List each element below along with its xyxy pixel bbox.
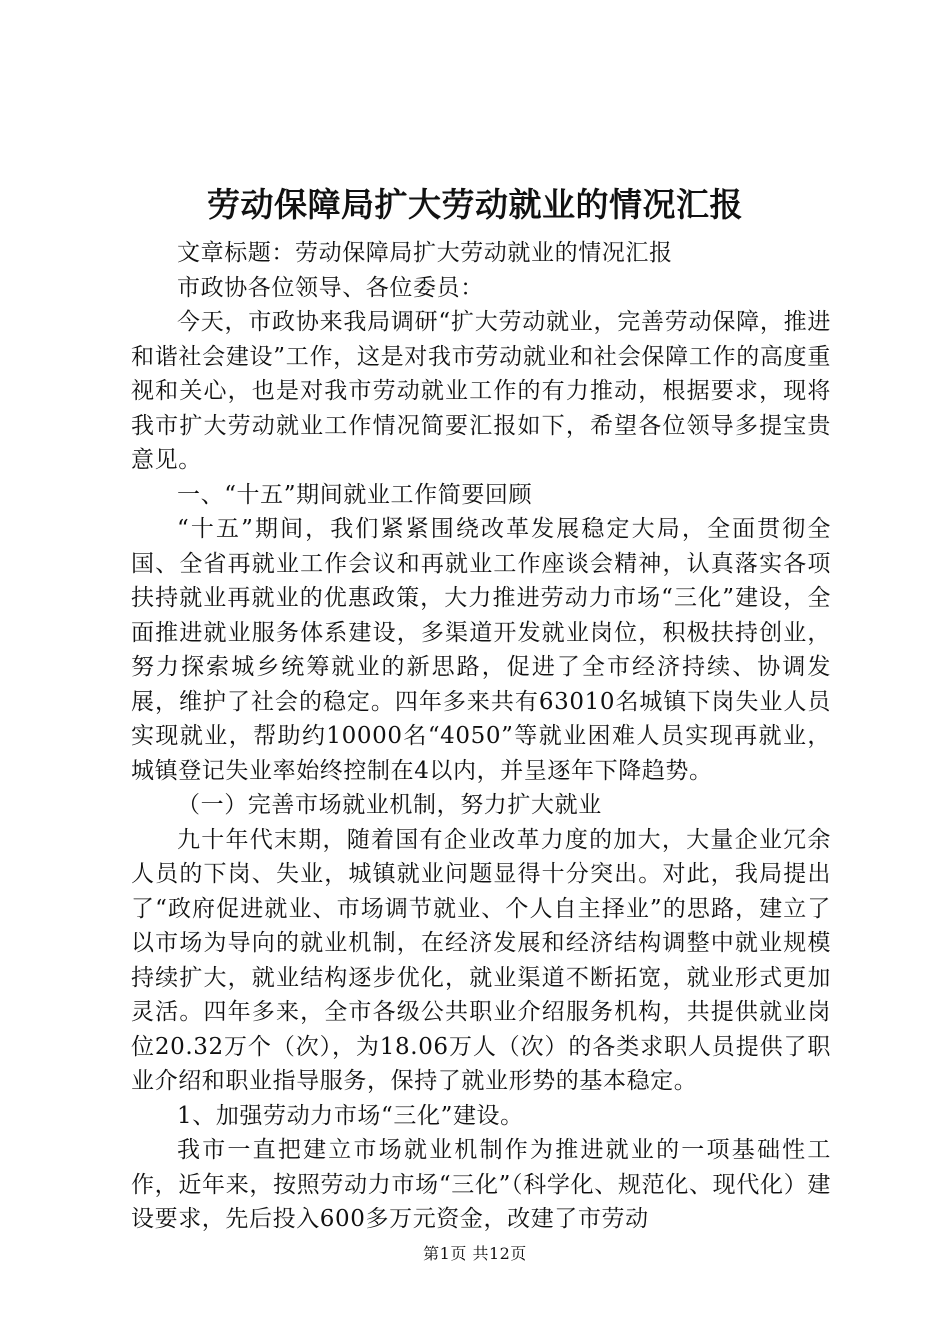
salutation: 市政协各位领导、各位委员： [177,274,484,301]
subsection-heading-1: （一）完善市场就业机制，努力扩大就业 [177,792,602,818]
intro-paragraph: 今天，市政协来我局调研“扩大劳动就业，完善劳动保障，推进和谐社会建设”工作，这是对我市劳动就业和社会保障工作的高度重视和关心，也是对我市劳动就业工作的有力推动，根据要求，现将我市扩大劳动就业工作情况简要汇报如下，希望各位领导多提宝贵意见。 [131,309,831,473]
section-1-paragraph: “十五”期间，我们紧紧围绕改革发展稳定大局，全面贯彻全国、全省再就业工作会议和再就业工作座谈会精神，认真落实各项扶持就业再就业的优惠政策，大力推进劳动力市场“三化”建设，全面推进就业服务体系建设，多渠道开发就业岗位，积极扶持创业，努力探索城乡统筹就业的新思路，促进了全市经济持续、协调发展，维护了社会的稳定。四年多来共有63010名城镇下岗失业人员实现就业，帮助约10000名“4050”等就业困难人员实现再就业，城镇登记失业率始终控制在4以内，并呈逐年下降趋势。 [131,516,831,784]
subsection-1-paragraph: 九十年代末期，随着国有企业改革力度的加大，大量企业冗余人员的下岗、失业，城镇就业问题显得十分突出。对此，我局提出了“政府促进就业、市场调节就业、个人自主择业”的思路，建立了以市场为导向的就业机制，在经济发展和经济结构调整中就业规模持续扩大，就业结构逐步优化，就业渠道不断拓宽，就业形式更加灵活。四年多来，全市各级公共职业介绍服务机构，共提供就业岗位20.32万个（次），为18.06万人（次）的各类求职人员提供了职业介绍和职业指导服务，保持了就业形势的基本稳定。 [131,826,831,1094]
document-title: 劳动保障局扩大劳动就业的情况汇报 [207,185,743,224]
section-heading-1: 一、“十五”期间就业工作简要回顾 [177,481,533,508]
document-body [131,236,831,1237]
page-footer: 第1页 共12页 [423,1244,527,1263]
article-title-line: 文章标题：劳动保障局扩大劳动就业的情况汇报 [177,240,673,266]
item-heading-1: 1、加强劳动力市场“三化”建设。 [177,1102,524,1129]
item-1-paragraph: 我市一直把建立市场就业机制作为推进就业的一项基础性工作，近年来，按照劳动力市场“三化”（科学化、规范化、现代化）建设要求，先后投入600多万元资金，改建了市劳动 [131,1137,831,1232]
